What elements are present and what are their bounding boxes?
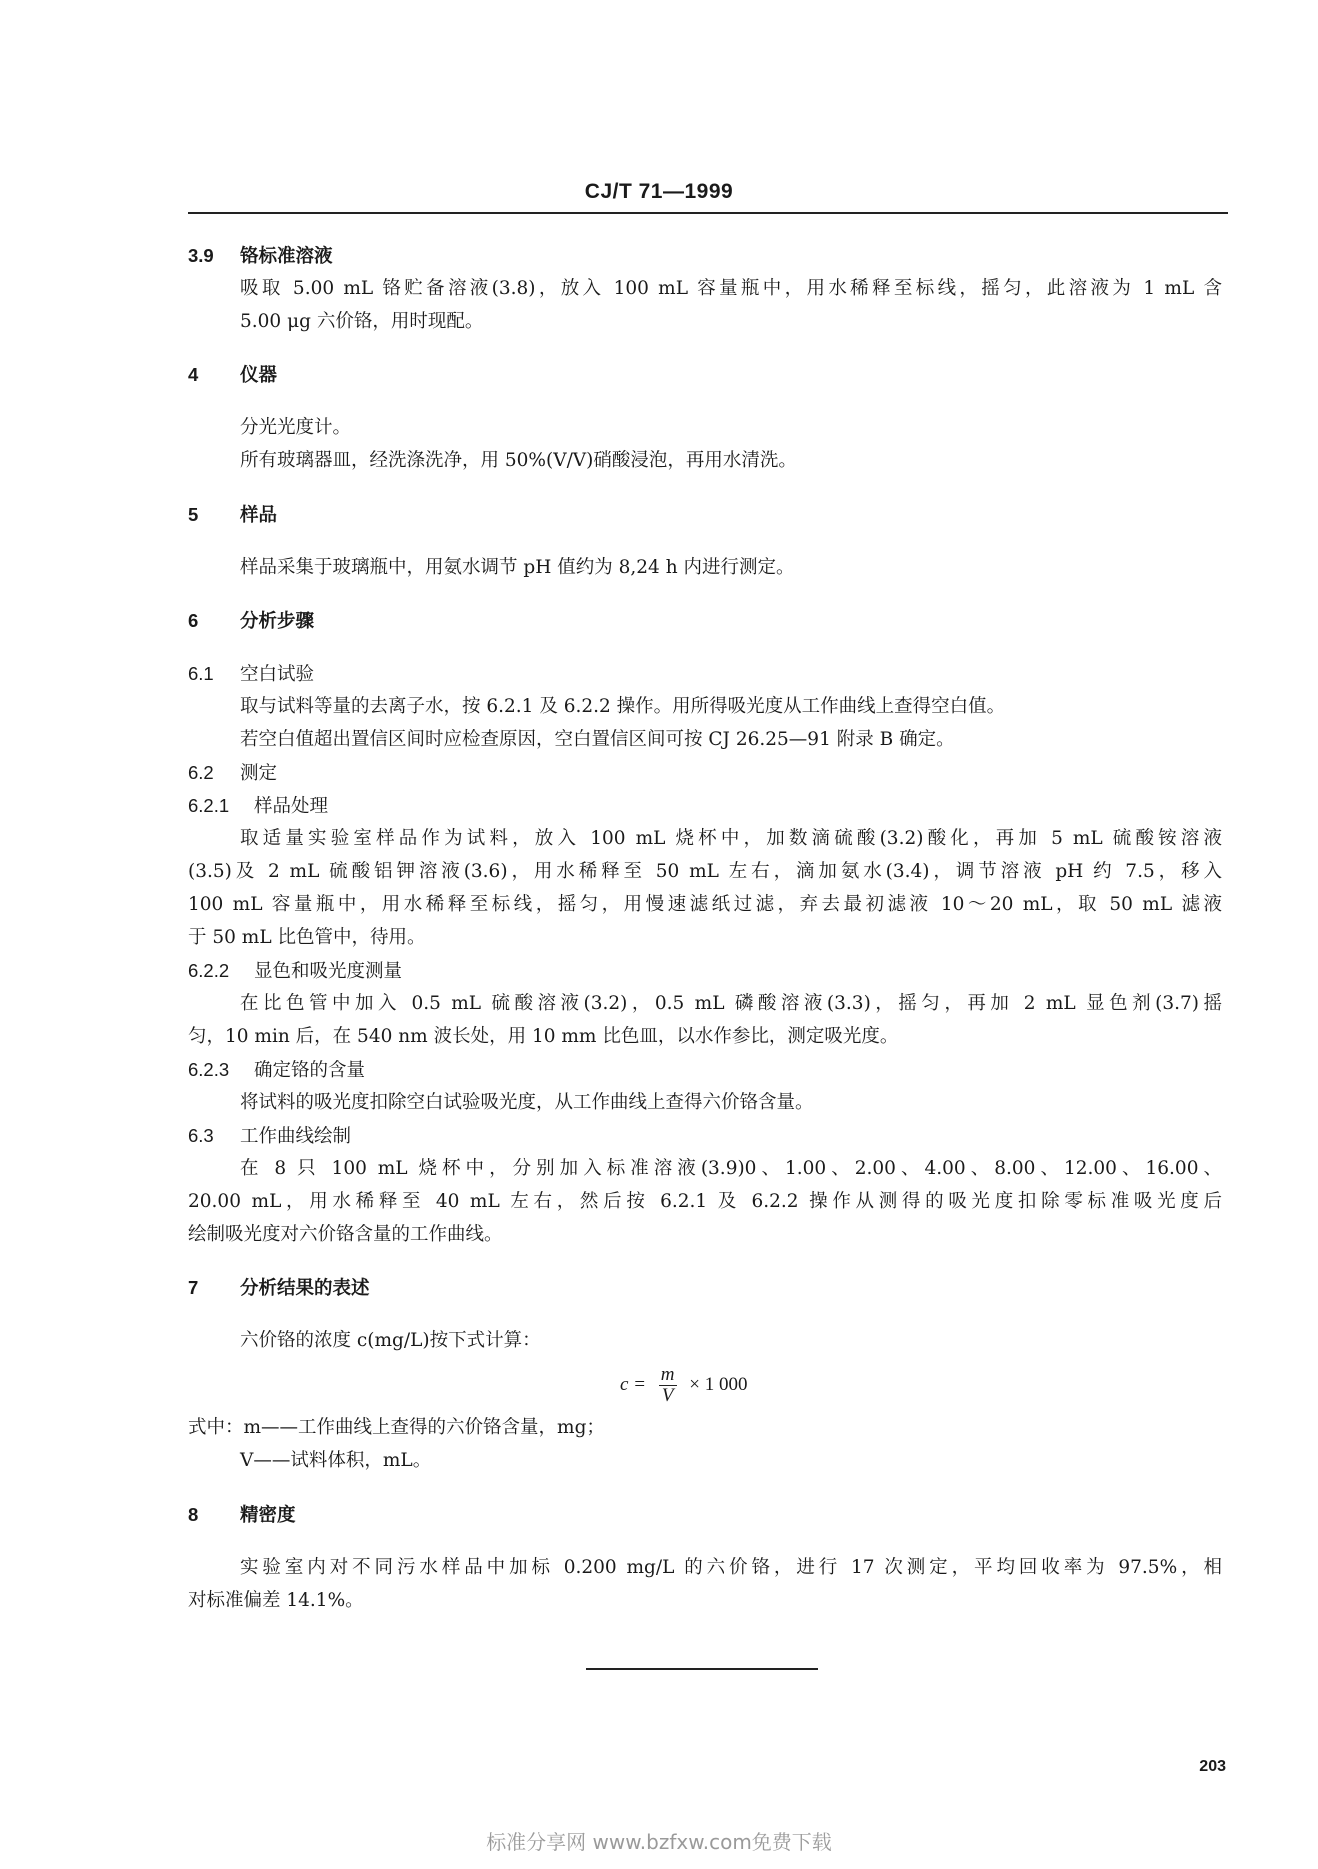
section-6-2-1-heading: [188, 796, 328, 817]
paragraph-line: 20.00 mL，用水稀释至 40 mL 左右，然后按 6.2.1 及 6.2.2 操作从测得的吸光度扣除零标准吸光度后: [188, 1191, 1222, 1212]
section-number: 6.1: [188, 663, 214, 684]
section-number: 6.2.2: [188, 960, 230, 981]
section-number: 7: [188, 1277, 199, 1298]
section-title: 分析结果的表述: [240, 1278, 370, 1299]
section-7-heading: [188, 1278, 370, 1299]
page-number: 203: [1199, 1758, 1226, 1775]
section-number: 6.2: [188, 762, 214, 783]
paragraph-line: 若空白值超出置信区间时应检查原因，空白置信区间可按 CJ 26.25—91 附录 B 确定。: [240, 729, 955, 750]
paragraph-line: 所有玻璃器皿，经洗涤洗净，用 50%(V/V)硝酸浸泡，再用水清洗。: [240, 450, 797, 471]
formula-lhs: c =: [620, 1373, 647, 1395]
section-title: 空白试验: [240, 664, 315, 685]
end-of-document-rule: [586, 1668, 818, 1670]
section-3-9-heading: [188, 246, 333, 267]
header-rule: [188, 212, 1228, 214]
formula-fraction: [659, 1365, 677, 1406]
paragraph-line: 实验室内对不同污水样品中加标 0.200 mg/L 的六价铬，进行 17 次测定，平均回收率为 97.5%，相: [240, 1557, 1222, 1578]
section-6-heading: [188, 611, 314, 632]
section-title: 仪器: [240, 365, 278, 386]
section-title: 分析步骤: [240, 611, 315, 632]
variable-definition-v: V——试料体积，mL。: [240, 1450, 432, 1471]
paragraph-line: 分光光度计。: [240, 417, 352, 438]
section-6-2-3-heading: [188, 1060, 365, 1081]
watermark-footer: 标准分享网 www.bzfxw.com免费下载: [486, 1830, 832, 1854]
section-6-2-heading: [188, 763, 277, 784]
section-4-heading: [188, 365, 277, 386]
section-number: 6.3: [188, 1125, 214, 1146]
formula-denominator: V: [661, 1385, 674, 1406]
section-title: 精密度: [240, 1505, 296, 1526]
section-title: 工作曲线绘制: [240, 1126, 352, 1147]
paragraph-line: 吸取 5.00 mL 铬贮备溶液(3.8)，放入 100 mL 容量瓶中，用水稀释至标线，摇匀，此溶液为 1 mL 含: [240, 278, 1222, 299]
paragraph-line: 匀，10 min 后，在 540 nm 波长处，用 10 mm 比色皿，以水作参比，测定吸光度。: [188, 1026, 899, 1047]
section-title: 铬标准溶液: [240, 246, 333, 267]
paragraph-line: 样品采集于玻璃瓶中，用氨水调节 pH 值约为 8,24 h 内进行测定。: [240, 557, 795, 578]
paragraph-line: 5.00 μg 六价铬，用时现配。: [240, 311, 484, 332]
section-title: 样品: [240, 505, 278, 526]
paragraph-line: (3.5)及 2 mL 硫酸铝钾溶液(3.6)，用水稀释至 50 mL 左右，滴加氨水(3.4)，调节溶液 pH 约 7.5，移入: [188, 861, 1222, 882]
paragraph-line: 对标准偏差 14.1%。: [188, 1590, 364, 1611]
concentration-formula: [620, 1365, 747, 1406]
section-5-heading: [188, 505, 277, 526]
section-number: 5: [188, 504, 199, 525]
section-title: 测定: [240, 763, 278, 784]
section-number: 4: [188, 364, 199, 385]
paragraph-line: 六价铬的浓度 c(mg/L)按下式计算：: [240, 1330, 541, 1351]
paragraph-line: 取适量实验室样品作为试料，放入 100 mL 烧杯中，加数滴硫酸(3.2)酸化，再加 5 mL 硫酸铵溶液: [240, 828, 1222, 849]
section-6-2-2-heading: [188, 961, 402, 982]
section-8-heading: [188, 1505, 296, 1526]
section-number: 6: [188, 610, 199, 631]
section-6-3-heading: [188, 1126, 351, 1147]
section-6-1-heading: [188, 664, 314, 685]
section-number: 3.9: [188, 245, 214, 266]
section-title: 确定铬的含量: [254, 1060, 366, 1081]
section-number: 6.2.1: [188, 795, 230, 816]
variable-definition-m: 式中：m——工作曲线上查得的六价铬含量，mg；: [188, 1417, 605, 1438]
paragraph-line: 在 8 只 100 mL 烧杯中，分别加入标准溶液(3.9)0、1.00、2.00、4.00、8.00、12.00、16.00、: [240, 1158, 1222, 1179]
paragraph-line: 于 50 mL 比色管中，待用。: [188, 927, 426, 948]
paragraph-line: 100 mL 容量瓶中，用水稀释至标线，摇匀，用慢速滤纸过滤，弃去最初滤液 10～20 mL，取 50 mL 滤液: [188, 894, 1222, 915]
paragraph-line: 绘制吸光度对六价铬含量的工作曲线。: [188, 1224, 503, 1245]
paragraph-line: 将试料的吸光度扣除空白试验吸光度，从工作曲线上查得六价铬含量。: [240, 1092, 814, 1113]
formula-numerator: m: [660, 1364, 675, 1385]
section-number: 8: [188, 1504, 199, 1525]
paragraph-line: 在比色管中加入 0.5 mL 硫酸溶液(3.2)，0.5 mL 磷酸溶液(3.3)，摇匀，再加 2 mL 显色剂(3.7)摇: [240, 993, 1222, 1014]
paragraph-line: 取与试料等量的去离子水，按 6.2.1 及 6.2.2 操作。用所得吸光度从工作曲线上查得空白值。: [240, 696, 1006, 717]
section-number: 6.2.3: [188, 1059, 230, 1080]
section-title: 显色和吸光度测量: [254, 961, 403, 982]
section-title: 样品处理: [254, 796, 329, 817]
formula-rhs: × 1 000: [689, 1373, 748, 1395]
document-code-header: CJ/T 71—1999: [584, 180, 734, 203]
